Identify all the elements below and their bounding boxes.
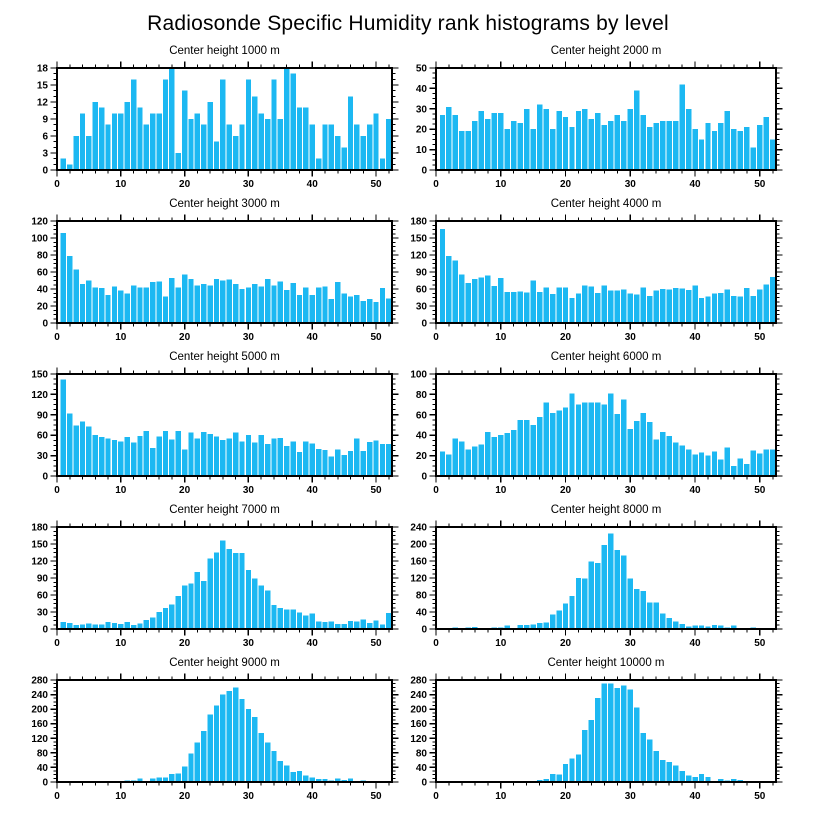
svg-text:40: 40 [689,638,701,649]
svg-text:240: 240 [410,690,427,702]
chart-grid [0,44,816,809]
svg-text:50: 50 [415,63,427,75]
svg-text:40: 40 [689,179,701,190]
svg-text:20: 20 [559,332,572,343]
svg-text:0: 0 [54,332,60,343]
svg-text:40: 40 [36,762,48,774]
svg-text:40: 40 [415,430,427,442]
svg-text:40: 40 [415,762,427,774]
svg-text:50: 50 [754,638,766,649]
svg-text:30: 30 [36,451,48,463]
svg-text:30: 30 [624,791,636,802]
histogram-svg [408,518,816,654]
svg-text:80: 80 [36,748,48,760]
svg-text:160: 160 [410,556,427,568]
svg-text:50: 50 [370,791,382,802]
histogram-svg [408,365,816,501]
svg-text:10: 10 [115,638,127,649]
svg-text:30: 30 [624,485,636,496]
svg-text:40: 40 [306,332,318,343]
svg-text:150: 150 [31,539,48,551]
svg-text:20: 20 [559,485,572,496]
svg-text:40: 40 [689,485,701,496]
svg-text:120: 120 [31,389,48,401]
panel-2000m [408,44,816,197]
svg-text:0: 0 [54,179,60,190]
svg-text:30: 30 [624,179,636,190]
histogram-svg [408,59,816,195]
svg-text:40: 40 [689,332,701,343]
svg-text:90: 90 [415,267,427,279]
svg-text:50: 50 [370,332,382,343]
svg-text:10: 10 [495,638,507,649]
panel-title-5000m: Center height 5000 m [169,351,280,363]
svg-text:0: 0 [433,791,439,802]
svg-text:60: 60 [36,267,48,279]
svg-text:120: 120 [31,216,48,228]
svg-text:9: 9 [42,114,48,126]
svg-text:0: 0 [54,638,60,649]
svg-text:40: 40 [415,607,427,619]
svg-text:40: 40 [689,791,701,802]
svg-text:160: 160 [31,719,48,731]
svg-text:120: 120 [31,733,48,745]
svg-text:20: 20 [179,179,191,190]
svg-text:120: 120 [410,733,427,745]
histogram-8000m [408,518,816,654]
svg-text:180: 180 [410,216,427,228]
svg-text:10: 10 [495,179,507,190]
svg-text:10: 10 [415,145,427,157]
panel-title-10000m: Center height 10000 m [547,657,665,669]
histogram-3000m [0,212,408,348]
svg-text:150: 150 [410,233,427,245]
svg-text:0: 0 [42,624,48,636]
svg-text:80: 80 [415,748,427,760]
svg-text:20: 20 [179,791,191,802]
panel-4000m [408,197,816,350]
svg-text:50: 50 [754,179,766,190]
histogram-svg [0,365,408,501]
svg-text:0: 0 [433,638,439,649]
panel-10000m [408,656,816,809]
svg-text:100: 100 [410,369,427,381]
svg-text:60: 60 [36,590,48,602]
svg-text:10: 10 [495,485,507,496]
histogram-5000m [0,365,408,501]
svg-text:200: 200 [31,704,48,716]
svg-text:20: 20 [559,179,572,190]
svg-text:30: 30 [36,607,48,619]
svg-text:20: 20 [179,638,191,649]
panel-title-8000m: Center height 8000 m [550,504,662,516]
svg-text:18: 18 [36,63,48,75]
svg-text:280: 280 [410,675,427,687]
svg-text:0: 0 [42,777,48,789]
svg-text:10: 10 [115,179,127,190]
svg-text:0: 0 [54,485,60,496]
svg-text:50: 50 [370,638,382,649]
page-title: Radiosonde Specific Humidity rank histograms by level [147,12,669,35]
svg-text:0: 0 [421,624,427,636]
svg-text:240: 240 [410,522,427,534]
panel-6000m [408,350,816,503]
svg-text:280: 280 [31,675,48,687]
svg-text:60: 60 [415,410,427,422]
svg-text:30: 30 [242,332,254,343]
svg-text:90: 90 [36,573,48,585]
svg-text:20: 20 [415,451,427,463]
svg-text:30: 30 [242,179,254,190]
svg-text:20: 20 [559,638,572,649]
panel-title-9000m: Center height 9000 m [169,657,280,669]
panel-5000m [0,350,408,503]
svg-text:40: 40 [415,83,427,95]
svg-text:240: 240 [31,690,48,702]
panel-8000m [408,503,816,656]
svg-text:40: 40 [306,638,318,649]
histogram-7000m [0,518,408,654]
svg-text:0: 0 [42,165,48,177]
svg-text:0: 0 [421,471,427,483]
svg-text:30: 30 [242,791,254,802]
svg-text:0: 0 [42,471,48,483]
svg-text:0: 0 [54,791,60,802]
histogram-1000m [0,59,408,195]
svg-text:10: 10 [115,791,127,802]
svg-text:20: 20 [179,485,191,496]
svg-text:50: 50 [754,485,766,496]
svg-text:80: 80 [415,590,427,602]
histogram-svg [0,212,408,348]
svg-text:0: 0 [433,485,439,496]
svg-text:40: 40 [306,179,318,190]
svg-text:120: 120 [31,556,48,568]
svg-text:80: 80 [36,250,48,262]
svg-text:30: 30 [415,301,427,313]
histogram-svg [0,518,408,654]
panel-title-4000m: Center height 4000 m [550,198,662,210]
svg-text:200: 200 [410,704,427,716]
panel-1000m [0,44,408,197]
panel-title-2000m: Center height 2000 m [550,45,662,57]
svg-text:10: 10 [495,332,507,343]
svg-text:0: 0 [421,165,427,177]
svg-text:30: 30 [242,638,254,649]
svg-text:100: 100 [31,233,48,245]
svg-text:10: 10 [115,485,127,496]
svg-text:30: 30 [242,485,254,496]
panel-title-6000m: Center height 6000 m [550,351,662,363]
svg-text:10: 10 [495,791,507,802]
histogram-2000m [408,59,816,195]
svg-text:12: 12 [36,97,48,109]
svg-text:150: 150 [31,369,48,381]
svg-text:40: 40 [306,485,318,496]
svg-text:10: 10 [115,332,127,343]
svg-text:60: 60 [415,284,427,296]
svg-text:20: 20 [179,332,191,343]
histogram-9000m [0,671,408,807]
svg-text:120: 120 [410,250,427,262]
svg-text:80: 80 [415,389,427,401]
histogram-4000m [408,212,816,348]
svg-text:0: 0 [42,318,48,330]
histogram-6000m [408,365,816,501]
histogram-svg [0,59,408,195]
panel-title-7000m: Center height 7000 m [169,504,280,516]
svg-text:40: 40 [36,284,48,296]
svg-text:50: 50 [370,179,382,190]
panel-7000m [0,503,408,656]
svg-text:3: 3 [42,148,48,160]
histogram-10000m [408,671,816,807]
svg-text:20: 20 [415,124,427,136]
svg-text:30: 30 [624,332,636,343]
panel-title-1000m: Center height 1000 m [169,45,280,57]
svg-text:120: 120 [410,573,427,585]
svg-text:180: 180 [31,522,48,534]
panel-9000m [0,656,408,809]
svg-text:6: 6 [42,131,48,143]
svg-text:40: 40 [306,791,318,802]
histogram-svg [408,212,816,348]
panel-3000m [0,197,408,350]
svg-text:60: 60 [36,430,48,442]
svg-text:0: 0 [433,332,439,343]
svg-text:20: 20 [559,791,572,802]
svg-text:50: 50 [370,485,382,496]
svg-text:160: 160 [410,719,427,731]
svg-text:0: 0 [421,777,427,789]
svg-text:0: 0 [421,318,427,330]
histogram-svg [0,671,408,807]
svg-text:30: 30 [624,638,636,649]
svg-text:90: 90 [36,410,48,422]
svg-text:200: 200 [410,539,427,551]
svg-text:50: 50 [754,791,766,802]
histogram-svg [408,671,816,807]
svg-text:20: 20 [36,301,48,313]
svg-text:50: 50 [754,332,766,343]
svg-text:15: 15 [36,80,48,92]
svg-text:30: 30 [415,104,427,116]
panel-title-3000m: Center height 3000 m [169,198,280,210]
svg-text:0: 0 [433,179,439,190]
